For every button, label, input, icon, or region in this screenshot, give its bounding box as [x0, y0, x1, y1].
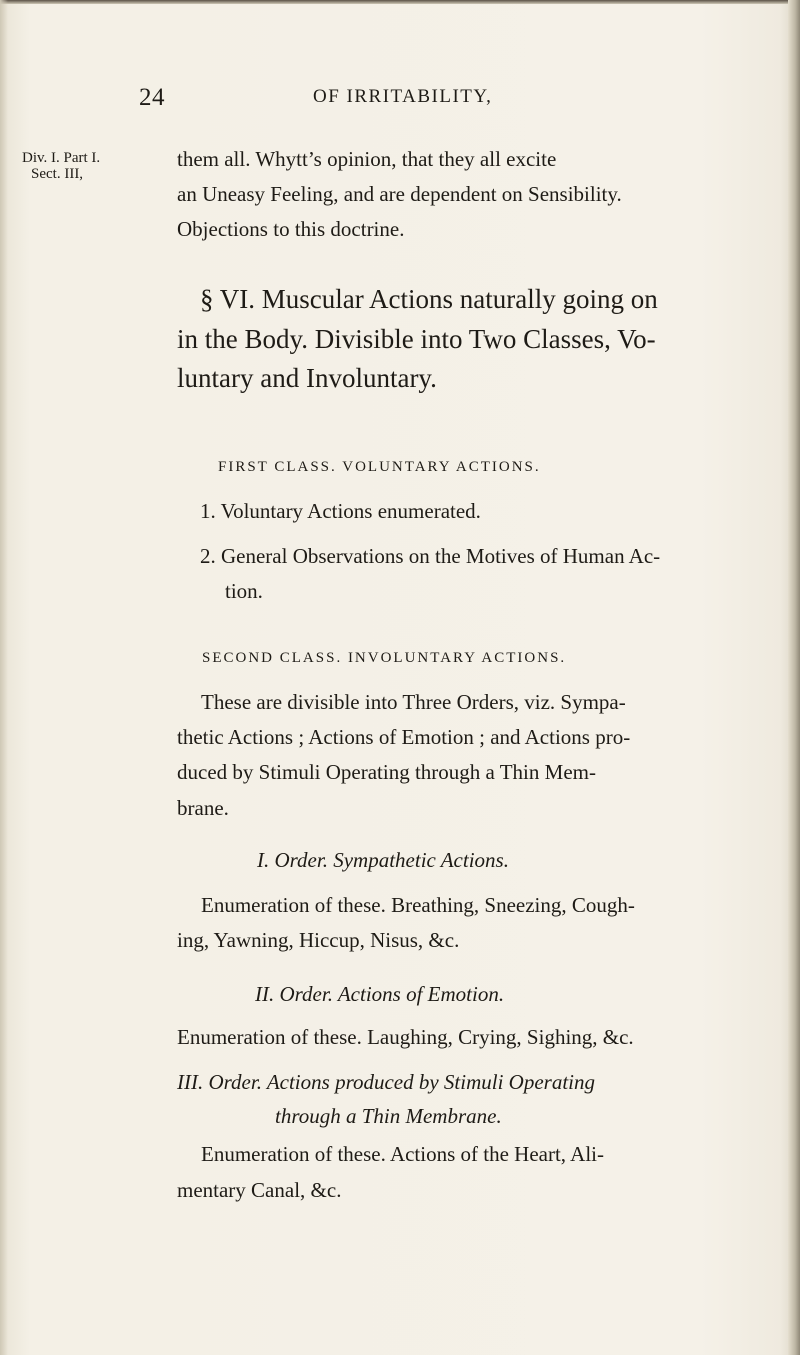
page-right-edge	[788, 0, 800, 1355]
section-heading-line-1: § VI. Muscular Actions naturally going on	[200, 284, 658, 314]
second-class-para-line-2: thetic Actions ; Actions of Emotion ; and Actions pro-	[177, 725, 631, 749]
page-top-edge	[0, 0, 800, 4]
first-class-item-2-line-1: 2. General Observations on the Motives of Human Ac-	[200, 544, 661, 568]
order-2-line-1: Enumeration of these. Laughing, Crying, Sighing, &c.	[177, 1025, 634, 1049]
first-class-heading: FIRST CLASS. VOLUNTARY ACTIONS.	[218, 459, 541, 475]
margin-note	[22, 150, 100, 182]
order-3-heading-line-1: III. Order. Actions produced by Stimuli Operating	[177, 1070, 596, 1094]
section-heading-line-2: in the Body. Divisible into Two Classes, Vo-	[177, 324, 656, 354]
second-class-heading: SECOND CLASS. INVOLUNTARY ACTIONS.	[202, 650, 567, 666]
page-header	[0, 84, 800, 114]
order-1-heading: I. Order. Sympathetic Actions.	[257, 848, 509, 872]
order-1-line-1: Enumeration of these. Breathing, Sneezing, Cough-	[201, 893, 635, 917]
page-number: 24	[139, 84, 165, 111]
second-class-para-line-1: These are divisible into Three Orders, viz. Sympa-	[201, 690, 626, 714]
running-head: OF IRRITABILITY,	[313, 86, 493, 107]
order-2-heading: II. Order. Actions of Emotion.	[255, 982, 505, 1006]
first-class-item-1: 1. Voluntary Actions enumerated.	[200, 499, 481, 523]
order-3-line-2: mentary Canal, &c.	[177, 1178, 342, 1202]
section-heading-line-3: luntary and Involuntary.	[177, 363, 437, 393]
intro-line-3: Objections to this doctrine.	[177, 217, 405, 241]
intro-line-2: an Uneasy Feeling, and are dependent on Sensibility.	[177, 182, 622, 206]
margin-note-line-2: Sect. III,	[31, 166, 84, 182]
order-3-line-1: Enumeration of these. Actions of the Heart, Ali-	[201, 1142, 604, 1166]
second-class-para-line-3: duced by Stimuli Operating through a Thin Mem-	[177, 760, 596, 784]
page-gutter-shadow	[0, 0, 8, 1355]
first-class-item-2-line-2: tion.	[225, 579, 263, 603]
order-3-heading-line-2: through a Thin Membrane.	[275, 1104, 502, 1128]
second-class-para-line-4: brane.	[177, 796, 229, 820]
margin-note-line-1: Div. I. Part I.	[22, 150, 101, 166]
order-1-line-2: ing, Yawning, Hiccup, Nisus, &c.	[177, 928, 460, 952]
intro-line-1: them all. Whytt’s opinion, that they all excite	[177, 147, 557, 171]
